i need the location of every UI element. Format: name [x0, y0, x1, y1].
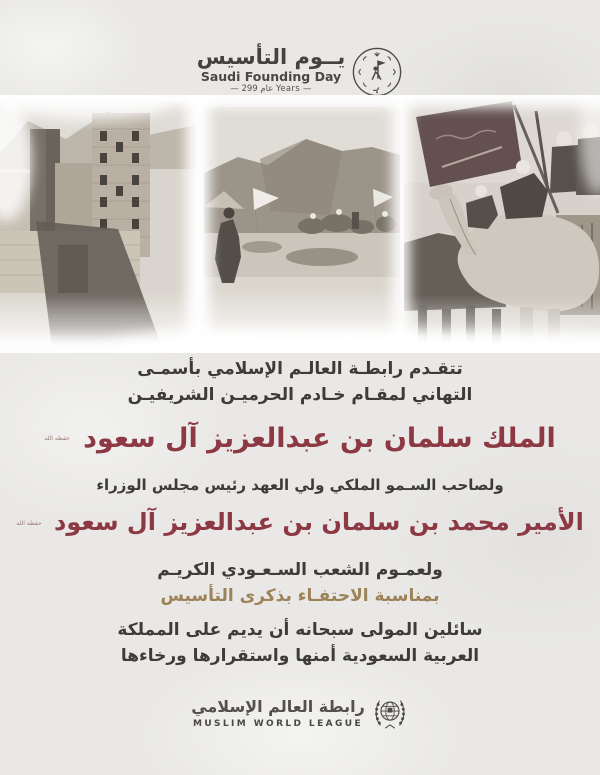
greeting-line-1: تتقـدم رابطـة العالـم الإسلامي بأسمـى: [137, 359, 463, 379]
founding-day-calligraphy: يــوم التأسيس: [196, 44, 346, 69]
crown-prince-honorific-mark: حفظه الله: [16, 519, 42, 527]
historical-photo-collage: [0, 95, 600, 353]
occasion-line: بمناسبة الاحتفـاء بذكرى التأسيس: [160, 586, 440, 606]
prayer-line-1: سائلين المولى سبحانه أن يديم على المملكة: [117, 620, 483, 640]
crown-prince-name-text: الأمير محمد بن سلمان بن عبدالعزيز آل سعود: [54, 508, 584, 536]
mwl-emblem-icon: [371, 694, 409, 732]
founding-day-logo: [0, 42, 600, 98]
crown-prince-intro: ولصاحب السـمو الملكي ولي العهد رئيس مجلس الوزراء: [96, 476, 504, 494]
king-honorific-mark: حفظه الله: [44, 435, 70, 443]
photo-collage-graphic: [0, 95, 600, 353]
founding-day-title-en: Saudi Founding Day: [200, 69, 342, 84]
greeting-intro: [0, 357, 600, 408]
mwl-calligraphy: رابطة العالم الإسلامي: [191, 697, 365, 717]
muslim-world-league-logo: [0, 694, 600, 732]
greeting-line-2: التهاني لمقـام خـادم الحرميـن الشريفيـن: [127, 384, 473, 405]
prayer-lines: [0, 618, 600, 669]
founding-day-seal-icon: [351, 46, 403, 98]
crown-prince-name-calligraphy: [0, 504, 600, 540]
founding-day-logo-text: [197, 45, 346, 95]
mwl-name-en: MUSLIM WORLD LEAGUE: [192, 718, 364, 729]
founding-day-tagline: — عام 299 Years —: [230, 84, 312, 95]
king-name-calligraphy: [0, 420, 600, 458]
mwl-logo-text: [191, 697, 365, 728]
prayer-line-2: العربية السعودية أمنها واستقرارها ورخاءها: [120, 645, 480, 666]
king-name-text: الملك سلمان بن عبدالعزيز آل سعود: [83, 423, 556, 454]
people-line: ولعمـوم الشعب السـعـودي الكريـم: [157, 560, 443, 580]
